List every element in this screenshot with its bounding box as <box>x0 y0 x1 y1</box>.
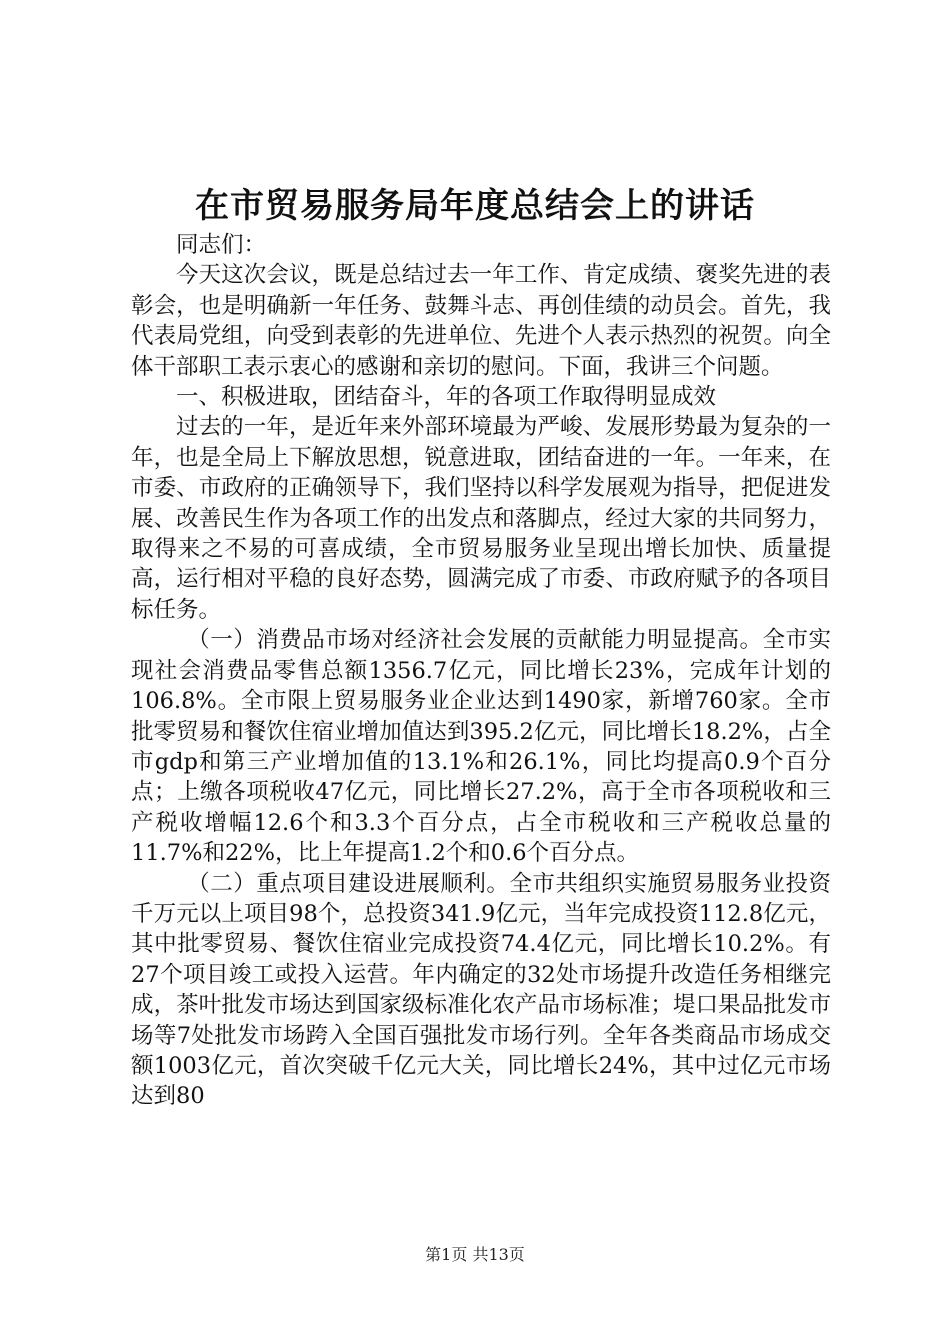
page-number: 第1页 共13页 <box>425 1245 525 1264</box>
salutation: 同志们： <box>176 232 267 258</box>
paragraph-consumer-market: （一）消费品市场对经济社会发展的贡献能力明显提高。全市实现社会消费品零售总额1356.7亿元，同比增长23%，完成年计划的106.8%。全市限上贸易服务业企业达到1490家，新增760家。全市批零贸易和餐饮住宿业增加值达到395.2亿元，同比增长18.2%，占全市gdp和第三产业增加值的13.1%和26.1%，同比均提高0.9个百分点；上缴各项税收47亿元，同比增长27.2%，高于全市各项税收和三产税收增幅12.6个和3.3个百分点，占全市税收和三产税收总量的11.7%和22%，比上年提高1.2个和0.6个百分点。 <box>131 627 831 867</box>
document-title: 在市贸易服务局年度总结会上的讲话 <box>195 186 755 226</box>
section-heading-1: 一、积极进取，团结奋斗，年的各项工作取得明显成效 <box>176 384 717 411</box>
paragraph-intro: 今天这次会议，既是总结过去一年工作、肯定成绩、褒奖先进的表彰会，也是明确新一年任务、鼓舞斗志、再创佳绩的动员会。首先，我代表局党组，向受到表彰的先进单位、先进个人表示热烈的祝贺。向全体干部职工表示衷心的感谢和亲切的慰问。下面，我讲三个问题。 <box>131 262 831 380</box>
document-body <box>131 230 831 1112</box>
paragraph-review: 过去的一年，是近年来外部环境最为严峻、发展形势最为复杂的一年，也是全局上下解放思想，锐意进取，团结奋进的一年。一年来，在市委、市政府的正确领导下，我们坚持以科学发展观为指导，把促进发展、改善民生作为各项工作的出发点和落脚点，经过大家的共同努力，取得来之不易的可喜成绩，全市贸易服务业呈现出增长加快、质量提高，运行相对平稳的良好态势，圆满完成了市委、市政府赋予的各项目标任务。 <box>131 414 831 623</box>
paragraph-key-projects: （二）重点项目建设进展顺利。全市共组织实施贸易服务业投资千万元以上项目98个，总投资341.9亿元，当年完成投资112.8亿元，其中批零贸易、餐饮住宿业完成投资74.4亿元，同比增长10.2%。有27个项目竣工或投入运营。年内确定的32处市场提升改造任务相继完成，茶叶批发市场达到国家级标准化农产品市场标准；堤口果品批发市场等7处批发市场跨入全国百强批发市场行列。全年各类商品市场成交额1003亿元，首次突破千亿元大关，同比增长24%，其中过亿元市场达到80 <box>131 870 831 1110</box>
